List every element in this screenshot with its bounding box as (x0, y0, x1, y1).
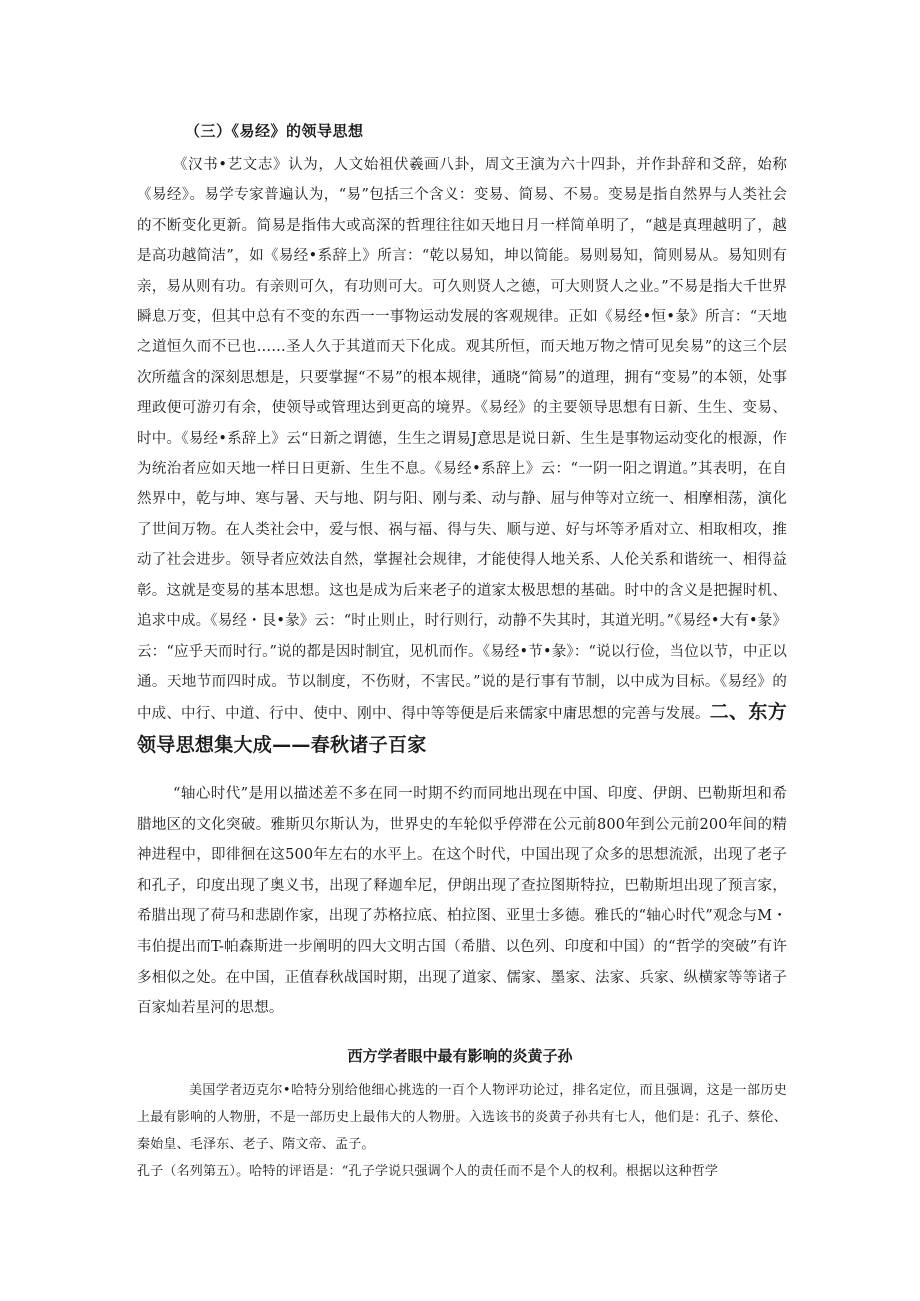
paragraph-confucius: 孔子（名列第五）。哈特的评语是：“孔子学说只强调个人的责任而不是个人的权利。根据以这种哲学 (137, 1164, 719, 1179)
paragraph-hart-intro: 美国学者迈克尔•哈特分别给他细心挑选的一百个人物评功论过，排名定位，而且强调，这是一部历史上最有影响的人物册，不是一部历史上最伟大的人物册。入选该书的炎黄子孙共有七人，他们是：孔子、蔡伦、秦始皇、毛泽东、老子、隋文帝、孟子。 (137, 1083, 787, 1152)
paragraph-yijing (137, 150, 787, 762)
box-title: 西方学者眼中最有影响的炎黄子孙 (347, 1047, 573, 1065)
section-heading: （三）《易经》的领导思想 (185, 122, 364, 140)
chapter-heading: 二、东方领导思想集大成——春秋诸子百家 (137, 701, 787, 756)
paragraph-yijing-text: 《汉书•艺文志》认为，人文始祖伏羲画八卦，周文王演为六十四卦，并作卦辞和爻辞，始称《易经》。易学专家普遍认为，“易”包括三个含义：变易、简易、不易。变易是指自然界与人类社会的不断变化更新。简易是指伟大或高深的哲理往往如天地日月一样简单明了，“越是真理越明了，越是高功越简洁”，如《易经•系辞上》所言：“乾以易知，坤以简能。易则易知，简则易从。易知则有亲，易从则有功。有亲则可久，有功则可大。可久则贤人之德，可大则贤人之业。”不易是指大千世界瞬息万变，但其中总有不变的东西一一事物运动发展的客观规律。正如《易经•恒•彖》所言：“天地之道恒久而不已也……圣人久于其道而天下化成。观其所恒，而天地万物之情可见矣易”的这三个层次所蕴含的深刻思想是，只要掌握“不易”的根本规律，通晓“简易”的道理，拥有“变易”的本领，处事理政便可游刃有余，使领导或管理达到更高的境界。《易经》的主要领导思想有日新、生生、变易、时中。《易经•系辞上》云“日新之谓德，生生之谓易J意思是说日新、生生是事物运动变化的根源，作为统治者应如天地一样日日更新、生生不息。《易经•系辞上》云：“一阴一阳之谓道。”其表明，在自然界中，乾与坤、寒与暑、天与地、阴与阳、刚与柔、动与静、屈与伸等对立统一、相摩相荡，演化了世间万物。在人类社会中，爱与恨、祸与福、得与失、顺与逆、好与坏等矛盾对立、相取相攻，推动了社会进步。领导者应效法自然，掌握社会规律，才能使得人地关系、人伦关系和谐统一、相得益彰。这就是变易的基本思想。这也是成为后来老子的道家太极思想的基础。时中的含义是把握时机、追求中成。《易经・艮•彖》云：“时止则止，时行则行，动静不失其时，其道光明。”《易经•大有•彖》云：“应乎天而时行。”说的都是因时制宜，见机而作。《易经•节•彖》：“说以行俭，当位以节，中正以通。天地节而四时成。节以制度，不伤财，不害民。”说的是行事有节制，以中成为目标。《易经》的中成、中行、中道、行中、使中、刚中、得中等等便是后来儒家中庸思想的完善与发展。 (137, 157, 787, 723)
paragraph-axial-age: “轴心时代”是用以描述差不多在同一时期不约而同地出现在中国、印度、伊朗、巴勒斯坦和希腊地区的文化突破。雅斯贝尔斯认为，世界史的车轮似乎停滞在公元前800年到公元前200年间的精神进程中，即徘徊在这500年左右的水平上。在这个时代，中国出现了众多的思想流派，出现了老子和孔子，印度出现了奥义书，出现了释迦牟尼，伊朗出现了查拉图斯特拉，巴勒斯坦出现了预言家，希腊出现了荷马和悲剧作家，出现了苏格拉底、柏拉图、亚里士多德。雅氏的“轴心时代”观念与M・韦伯提出而T-帕森斯进一步阐明的四大文明古国（希腊、以色列、印度和中国）的“哲学的突破”有许多相似之处。在中国，正值春秋战国时期，出现了道家、儒家、墨家、法家、兵家、纵横家等等诸子百家灿若星河的思想。 (137, 786, 787, 1017)
